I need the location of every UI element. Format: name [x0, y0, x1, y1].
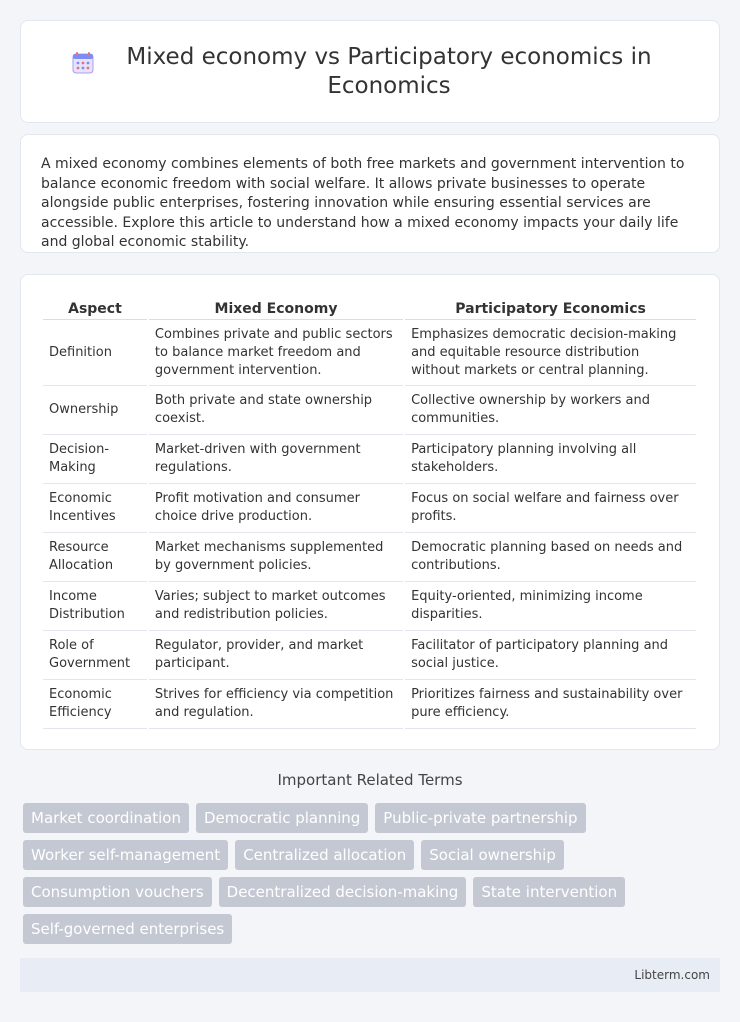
cell-participatory: Focus on social welfare and fairness over profits. — [405, 484, 696, 533]
term-tag[interactable]: Self-governed enterprises — [23, 914, 232, 944]
related-terms-list — [23, 803, 723, 951]
cell-mixed: Market mechanisms supplemented by government policies. — [149, 533, 403, 582]
table-row — [43, 533, 696, 582]
tag-row — [23, 877, 723, 907]
title-wrap — [70, 43, 670, 101]
cell-mixed: Varies; subject to market outcomes and redistribution policies. — [149, 582, 403, 631]
cell-participatory: Participatory planning involving all stakeholders. — [405, 435, 696, 484]
page-title: Mixed economy vs Participatory economics in Economics — [126, 43, 652, 99]
column-header-aspect: Aspect — [43, 295, 147, 320]
tag-row — [23, 914, 723, 944]
footer — [20, 958, 720, 992]
term-tag[interactable]: Decentralized decision-making — [219, 877, 467, 907]
term-tag[interactable]: Public-private partnership — [375, 803, 585, 833]
comparison-card — [20, 274, 720, 750]
cell-mixed: Regulator, provider, and market participant. — [149, 631, 403, 680]
table-row — [43, 680, 696, 729]
cell-participatory: Prioritizes fairness and sustainability over pure efficiency. — [405, 680, 696, 729]
related-terms-title: Important Related Terms — [277, 771, 463, 789]
cell-aspect: Role of Government — [43, 631, 147, 680]
table-row — [43, 435, 696, 484]
header-card — [20, 20, 720, 123]
term-tag[interactable]: State intervention — [473, 877, 625, 907]
table-row — [43, 484, 696, 533]
table-row — [43, 582, 696, 631]
term-tag[interactable]: Democratic planning — [196, 803, 368, 833]
table-row — [43, 386, 696, 435]
term-tag[interactable]: Worker self-management — [23, 840, 228, 870]
intro-text: A mixed economy combines elements of both free markets and government intervention to balance economic freedom with social welfare. It allows private businesses to operate alongside public enterprises, fostering innovation while ensuring essential services are accessible. Explore this article to understand how a mixed economy impacts your daily life and global economic stability. — [41, 156, 685, 250]
cell-aspect: Economic Incentives — [43, 484, 147, 533]
calendar-grid-icon — [70, 50, 96, 76]
cell-participatory: Facilitator of participatory planning and social justice. — [405, 631, 696, 680]
cell-aspect: Decision-Making — [43, 435, 147, 484]
term-tag[interactable]: Market coordination — [23, 803, 189, 833]
table-header-row — [43, 295, 696, 320]
table-body — [43, 320, 696, 729]
cell-aspect: Economic Efficiency — [43, 680, 147, 729]
tag-row — [23, 840, 723, 870]
footer-site-link[interactable]: Libterm.com — [634, 968, 710, 982]
column-header-mixed: Mixed Economy — [149, 295, 403, 320]
intro-card — [20, 134, 720, 253]
cell-participatory: Equity-oriented, minimizing income disparities. — [405, 582, 696, 631]
term-tag[interactable]: Centralized allocation — [235, 840, 414, 870]
table-row — [43, 320, 696, 386]
term-tag[interactable]: Consumption vouchers — [23, 877, 212, 907]
cell-participatory: Democratic planning based on needs and contributions. — [405, 533, 696, 582]
table-row — [43, 631, 696, 680]
cell-mixed: Both private and state ownership coexist. — [149, 386, 403, 435]
cell-mixed: Strives for efficiency via competition and regulation. — [149, 680, 403, 729]
cell-mixed: Profit motivation and consumer choice drive production. — [149, 484, 403, 533]
term-tag[interactable]: Social ownership — [421, 840, 564, 870]
cell-participatory: Emphasizes democratic decision-making and equitable resource distribution without markets or central planning. — [405, 320, 696, 386]
cell-mixed: Market-driven with government regulations. — [149, 435, 403, 484]
cell-participatory: Collective ownership by workers and communities. — [405, 386, 696, 435]
tag-row — [23, 803, 723, 833]
cell-aspect: Definition — [43, 320, 147, 386]
cell-aspect: Resource Allocation — [43, 533, 147, 582]
comparison-table — [41, 295, 698, 729]
cell-mixed: Combines private and public sectors to balance market freedom and government intervention. — [149, 320, 403, 386]
cell-aspect: Ownership — [43, 386, 147, 435]
cell-aspect: Income Distribution — [43, 582, 147, 631]
column-header-participatory: Participatory Economics — [405, 295, 696, 320]
